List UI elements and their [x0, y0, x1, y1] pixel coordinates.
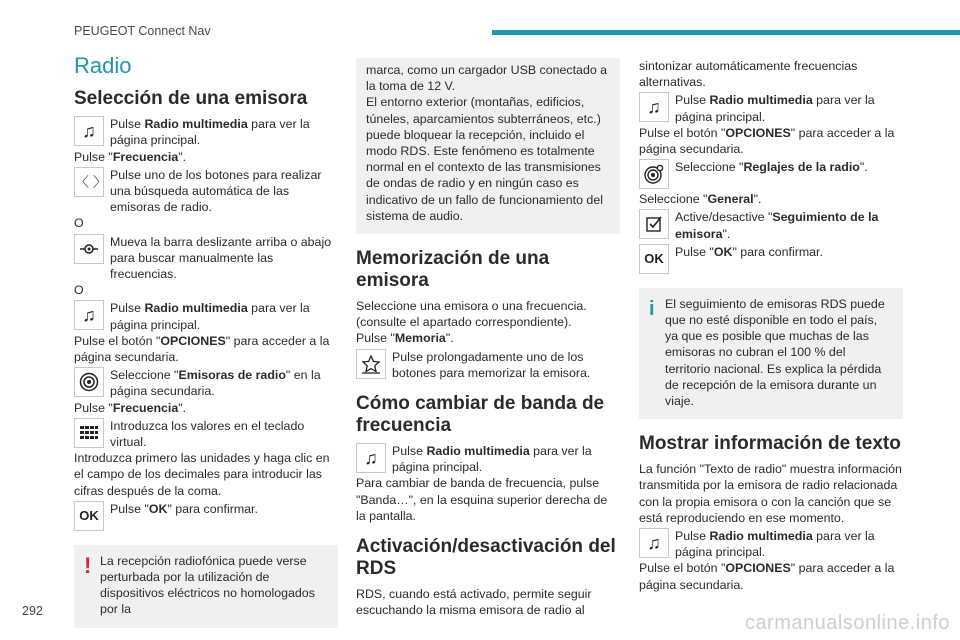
- info-note: i El seguimiento de emisoras RDS puede que no esté disponible en todo el país, ya que es posible que muchas de las emisoras no cubran el 100 % del territorio nacional. Es explica la pérdida de recepción de la emisora durante un viaje.: [639, 288, 903, 419]
- music-note-icon: ♫: [356, 443, 386, 473]
- music-note-icon: ♫: [74, 300, 104, 330]
- line-memoria: Pulse "Memoria".: [356, 331, 454, 346]
- step-radio-multimedia-2: ♫ Pulse Radio multimedia para ver la página principal.: [74, 300, 338, 332]
- line-frecuencia: Pulse "Frecuencia".: [74, 149, 187, 164]
- warning-icon: !: [84, 552, 92, 578]
- music-note-icon: ♫: [74, 116, 104, 146]
- step-auto-search: 〈 〉 Pulse uno de los botones para realizar una búsqueda automática de las emisoras de radio.: [75, 167, 322, 215]
- line-opciones: Pulse el botón "OPCIONES" para acceder a la página secundaria.: [74, 333, 330, 365]
- ok-icon: OK: [639, 244, 669, 274]
- ok-icon: OK: [74, 501, 104, 531]
- step-ok: OK Pulse "OK" para confirmar.: [74, 501, 338, 533]
- warning-note-continued: marca, como un cargador USB conectado a la toma de 12 V. El entorno exterior (montañas, edificios, túneles, aparcamientos subterráneos, etc.) puede bloquear la recepción, incluido el modo RDS. Este fenómeno es totalmente normal en el contexto de las transmisiones de ondas de radio y en ningún caso es indicativo de un fallo de funcionamiento del sistema de audio.: [356, 58, 620, 234]
- heading-band: Cómo cambiar de banda de frecuencia: [356, 393, 605, 437]
- header-accent-bar: [492, 30, 960, 35]
- page-number: 292: [22, 604, 43, 618]
- heading-select-station: Selección de una emisora: [74, 88, 308, 110]
- column-3: sintonizar automáticamente frecuencias alternativas. ♫ Pulse Radio multimedia para ver la página principal. Pulse el botón "OPCIONES" para acceder a la página secundaria. Seleccione "Reglajes de la radio". Seleccione "General". Active/desactive "Seguimiento de la emisora". OK Pulse "OK" para confirmar. i El seguimiento de emisoras RDS puede que no esté disponible en todo el país, ya que es posible que muchas de las emisoras no cubran el 100 % del territorio nacional. Es explica la pérdida de recepción de la emisora durante un viaje. Mostrar información de texto La función "Texto de radio" muestra información transmitida por la emisora de radio relacionada con la propia emisora o con la canción que se está reproduciendo en ese momento. ♫ Pulse Radio multimedia para ver la página principal. Pulse el botón "OPCIONES" para acceder a la página secundaria.: [639, 59, 902, 592]
- or-text: O: [74, 283, 84, 298]
- section-title: Radio: [74, 53, 132, 78]
- radio-settings-icon: [639, 159, 669, 189]
- music-note-icon: ♫: [639, 528, 669, 558]
- column-1: [74, 53, 338, 628]
- step-slider: Mueva la barra deslizante arriba o abajo para buscar manualmente las frecuencias.: [74, 234, 338, 283]
- chevron-left-right-icon: 〈 〉: [74, 167, 104, 197]
- line-frecuencia-2: Pulse "Frecuencia".: [74, 400, 187, 415]
- step-memorize: Pulse prolongadamente uno de los botones para memorizar la emisora.: [356, 349, 620, 381]
- step-radio-stations: Seleccione "Emisoras de radio" en la página secundaria.: [74, 367, 338, 399]
- step-radio-multimedia: ♫ Pulse Radio multimedia para ver la página principal.: [74, 116, 338, 148]
- heading-text-info: Mostrar información de texto: [639, 433, 901, 455]
- step-keypad: Introduzca los valores en el teclado virtual.: [74, 418, 338, 450]
- info-icon: i: [649, 297, 655, 320]
- paragraph-decimals: Introduzca primero las unidades y haga clic en el campo de los decimales para introducir las cifras después de la coma.: [74, 451, 330, 498]
- music-note-icon: ♫: [639, 92, 669, 122]
- step-ok-2: OK Pulse "OK" para confirmar.: [639, 244, 903, 276]
- or-text: O: [74, 216, 84, 231]
- heading-rds: Activación/desactivación del RDS: [356, 536, 616, 580]
- warning-note: ! La recepción radiofónica puede verse perturbada por la utilización de dispositivos eléctricos no homologados por la: [74, 545, 338, 628]
- step-radio-settings: Seleccione "Reglajes de la radio".: [639, 159, 903, 191]
- step-radio-multimedia-3: ♫ Pulse Radio multimedia para ver la página principal.: [639, 92, 903, 124]
- star-icon: [356, 349, 386, 379]
- slider-icon: [74, 234, 104, 264]
- watermark: carmanualsonline.info: [744, 612, 950, 634]
- checkbox-icon: [639, 209, 669, 239]
- header-title: PEUGEOT Connect Nav: [74, 24, 211, 38]
- step-band: ♫ Pulse Radio multimedia para ver la página principal.: [356, 443, 620, 475]
- column-2: marca, como un cargador USB conectado a la toma de 12 V. El entorno exterior (montañas, edificios, túneles, aparcamientos subterráneos, etc.) puede bloquear la recepción, incluido el modo RDS. Este fenómeno es totalmente normal en el contexto de las transmisiones de ondas de radio y en ningún caso es indicativo de un fallo de funcionamiento del sistema de audio. Memorización de una emisora Seleccione una emisora o una frecuencia. (consulte el apartado correspondiente). Pulse "Memoria". Pulse prolongadamente uno de los botones para memorizar la emisora. Cómo cambiar de banda de frecuencia ♫ Pulse Radio multimedia para ver la página principal. Para cambiar de banda de frecuencia, pulse "Banda…", en la esquina superior derecha de la pantalla. Activación/desactivación del RDS RDS, cuando está activado, permite seguir escuchando la misma emisora de radio al: [356, 58, 620, 618]
- step-follow-station: Active/desactive "Seguimiento de la emisora".: [639, 209, 903, 241]
- keypad-icon: [74, 418, 104, 448]
- step-radio-multimedia-4: ♫ Pulse Radio multimedia para ver la página principal.: [639, 528, 903, 560]
- heading-memorize: Memorización de una emisora: [356, 248, 550, 292]
- radio-signal-icon: [74, 367, 104, 397]
